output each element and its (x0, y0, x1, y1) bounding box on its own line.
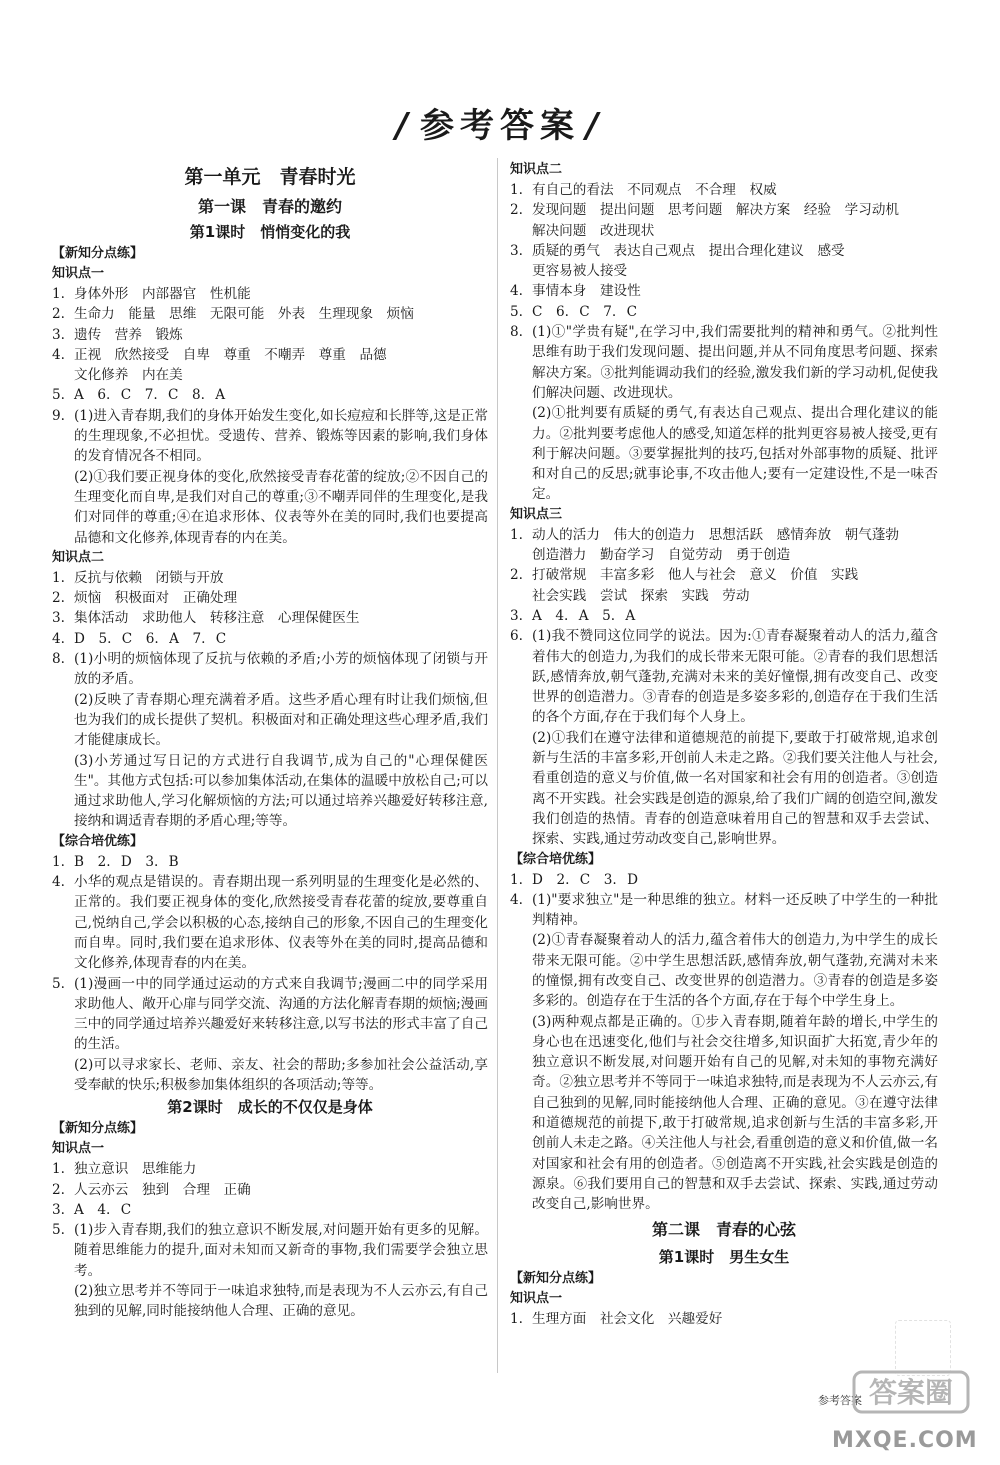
answer-item: 3. A 4. A 5. A (510, 607, 636, 624)
watermark-logo-icon (852, 1368, 970, 1416)
period-title: 第1课时 男生女生 (658, 1247, 790, 1266)
answer-item-continued: 更容易被人接受 (532, 263, 628, 280)
answer-item: 4. 事情本身 建设性 (510, 283, 641, 300)
section-heading: 【新知分点练】 (52, 246, 144, 261)
answer-item-continued: 文化修养 内在美 (74, 367, 183, 384)
knowledge-point-heading: 知识点二 (52, 549, 105, 565)
answer-item: 1. D 2. C 3. D (510, 871, 638, 888)
answer-item: 1. 身体外形 内部器官 性机能 (52, 286, 251, 302)
answer-subparagraph: (2)独立思考并不等同于一味追求独特,而是表现为不人云亦云,有自己独到的见解,同时能接纳他人合理、正确的意见。 (74, 1283, 488, 1320)
section-heading: 【综合培优练】 (52, 833, 144, 849)
answer-item: 4. 正视 欣然接受 自卑 尊重 不嘲弄 尊重 品德 (52, 346, 387, 363)
watermark-url: MXQE.COM (832, 1428, 978, 1453)
answer-item: 2. 人云亦云 独到 合理 正确 (52, 1181, 251, 1198)
answer-item: 8. (1)①"学贵有疑",在学习中,我们需要批判的精神和勇气。②批判性思维有助于我们发现问题、提出问题,并从不同角度思考问题、探索解决方案。③批判能调动我们的经验,激发我们新的学习动机,促使我们解决问题、改进现状。 (510, 324, 938, 401)
answer-item-continued: 社会实践 尝试 探索 实践 劳动 (532, 587, 750, 604)
answer-item: 4. D 5. C 6. A 7. C (52, 630, 227, 647)
section-heading: 【新知分点练】 (510, 1270, 602, 1286)
knowledge-point-heading: 知识点三 (510, 506, 563, 522)
answer-subparagraph: (2)①批判要有质疑的勇气,有表达自己观点、提出合理化建议的能力。②批判要考虑他人的感受,知道怎样的批判更容易被人接受,更有利于解决问题。③要掌握批判的技巧,包括对外部事物的质疑、批评和对自己的反思;就事论事,不攻击他人;要有一定建设性,不是一味否定。 (532, 405, 938, 503)
answer-subparagraph: (3)两种观点都是正确的。①步入青春期,随着年龄的增长,中学生的身心也在迅速变化,他们与社会交往增多,知识面扩大拓宽,青少年的独立意识不断发展,对问题开始有自己的见解,对未知的事物充满好奇。②独立思考并不等同于一味追求独特,而是表现为不人云亦云,有自己独到的见解,同时能接纳他人合理、正确的意见。③在遵守法律和道德规范的前提下,敢于打破常规,追求创新与生活的丰富多彩,开创前人未走之路。④关注他人与社会,看重创造的意义和价值,做一名对国家和社会有用的创造者。⑤创造离不开实践,社会实践是创造的源泉。⑥我们要用自己的智慧和双手去尝试、探索、实践,通过劳动改变自己,影响世界。 (532, 1013, 938, 1213)
answer-subparagraph: (3)小芳通过写日记的方式进行自我调节,成为自己的"心理保健医生"。其他方式包括:可以参加集体活动,在集体的温暖中放松自己;可以通过求助他人,学习化解烦恼的方法;可以通过培养兴趣爱好转移注意,接纳和调适青春期的矛盾心理;等等。 (74, 752, 488, 830)
answer-subparagraph: (2)①青春凝聚着动人的活力,蕴含着伟大的创造力,为中学生的成长带来无限可能。②中学生思想活跃,感情奔放,朝气蓬勃,充满对未来的憧憬,拥有改变自己、改变世界的创造潜力。③青春的创造是多姿多彩的。创造存在于生活的各个方面,存在于每个中学生身上。 (532, 932, 938, 1010)
section-heading: 【新知分点练】 (52, 1121, 144, 1137)
answer-item: 3. 集体活动 求助他人 转移注意 心理保健医生 (52, 610, 360, 627)
answer-item: 3. 遗传 营养 锻炼 (52, 326, 183, 343)
answer-item: 4. (1)"要求独立"是一种思维的独立。材料一还反映了中学生的一种批判精神。 (510, 891, 938, 929)
answer-item: 1. 反抗与依赖 闭锁与开放 (52, 569, 224, 586)
lesson-title: 第一课 青春的邀约 (197, 197, 342, 216)
answer-item: 1. 动人的活力 伟大的创造力 思想活跃 感情奔放 朝气蓬勃 (510, 526, 900, 543)
lesson-title: 第二课 青春的心弦 (651, 1219, 796, 1239)
answer-item: 4. 小华的观点是错误的。青春期出现一系列明显的生理变化是必然的、正常的。我们要正视身体的变化,欣然接受青春花蕾的绽放,要尊重自己,悦纳自己,学会以积极的心态,接纳自己的形象,不因自己的生理变化而自卑。同时,我们要在追求形体、仪表等外在美的同时,提高品德和文化修养,体现青春的内在美。 (52, 874, 488, 972)
answer-item: 1. 独立意识 思维能力 (52, 1161, 197, 1178)
answer-item: 1. B 2. D 3. B (52, 853, 179, 870)
column-divider (497, 158, 498, 1373)
answer-subparagraph: (2)①我们在遵守法律和道德规范的前提下,要敢于打破常规,追求创新与生活的丰富多彩,开创前人未走之路。②我们要关注他人与社会,看重创造的意义与价值,做一名对国家和社会有用的创造者。③创造离不开实践。社会实践是创造的源泉,给了我们广阔的创造空间,激发我们创造的热情。青春的创造意味着用自己的智慧和双手去尝试、探索、实践,通过劳动改变自己,影响世界。 (532, 729, 938, 848)
answer-item: 1. 有自己的看法 不同观点 不合理 权威 (510, 182, 777, 198)
footer-label: 参考答案 (818, 1394, 862, 1407)
answer-item: 5. C 6. C 7. C (510, 303, 637, 320)
period-title: 第1课时 悄悄变化的我 (189, 223, 351, 241)
answer-item: 2. 烦恼 积极面对 正确处理 (52, 590, 238, 607)
answer-item: 6. (1)我不赞同这位同学的说法。因为:①青春凝聚着动人的活力,蕴含着伟大的创造力,为我们的成长带来无限可能。②青春的我们思想活跃,感情奔放,朝气蓬勃,充满对未来的美好憧憬,拥有改变自己、改变世界的创造潜力。③青春的创造是多姿多彩的,创造存在于我们生活的各个方面,存在于我们每个人身上。 (510, 628, 938, 726)
answer-item: 8. (1)小明的烦恼体现了反抗与依赖的矛盾;小芳的烦恼体现了闭锁与开放的矛盾。 (52, 651, 488, 688)
knowledge-point-heading: 知识点二 (510, 162, 563, 177)
section-heading: 【综合培优练】 (510, 851, 602, 867)
answer-item: 5. (1)漫画一中的同学通过运动的方式来自我调节;漫画二中的同学采用求助他人、敞开心扉与同学交流、沟通的方法化解青春期的烦恼;漫画三中的同学通过培养兴趣爱好来转移注意,以写书法的形式丰富了自己的生活。 (52, 975, 488, 1053)
answer-subparagraph: (2)①我们要正视身体的变化,欣然接受青春花蕾的绽放;②不因自己的生理变化而自卑,是我们对自己的尊重;③不嘲弄同伴的生理变化,是我们对同伴的尊重;④在追求形体、仪表等外在美的同时,我们也要提高品德和文化修养,体现青春的内在美。 (74, 468, 488, 546)
answer-item-continued: 解决问题 改进现状 (532, 222, 655, 239)
period-title: 第2课时 成长的不仅仅是身体 (167, 1098, 373, 1117)
knowledge-point-heading: 知识点一 (52, 266, 105, 281)
page-header (0, 96, 1000, 149)
left-column (52, 160, 488, 1322)
answer-item: 3. 质疑的勇气 表达自己观点 提出合理化建议 感受 (510, 242, 845, 259)
answer-item: 3. A 4. C (52, 1201, 132, 1218)
answer-item: 1. 生理方面 社会文化 兴趣爱好 (510, 1310, 723, 1327)
answer-item: 2. 发现问题 提出问题 思考问题 解决方案 经验 学习动机 (510, 202, 900, 219)
knowledge-point-heading: 知识点一 (52, 1141, 105, 1157)
answer-item-continued: 创造潜力 勤奋学习 自觉劳动 勇于创造 (532, 547, 791, 564)
answer-subparagraph: (2)反映了青春期心理充满着矛盾。这些矛盾心理有时让我们烦恼,但也为我们的成长提供了契机。积极面对和正确处理这些心理矛盾,我们才能健康成长。 (74, 691, 488, 749)
answer-item: 2. 打破常规 丰富多彩 他人与社会 意义 价值 实践 (510, 567, 859, 584)
answer-item: 5. A 6. C 7. C 8. A (52, 387, 226, 404)
svg-text:答案圈: 答案圈 (868, 1376, 954, 1409)
answer-item: 2. 生命力 能量 思维 无限可能 外表 生理现象 烦恼 (52, 306, 414, 323)
answer-title: / 参考答案 / (395, 106, 605, 146)
knowledge-point-heading: 知识点一 (510, 1290, 563, 1306)
right-column (510, 160, 938, 1329)
unit-title: 第一单元 青春时光 (184, 166, 356, 188)
answer-item: 5. (1)步入青春期,我们的独立意识不断发展,对问题开始有更多的见解。随着思维能力的提升,面对未知而又新奇的事物,我们需要学会独立思考。 (52, 1222, 488, 1279)
answer-subparagraph: (2)可以寻求家长、老师、亲友、社会的帮助;多参加社会公益活动,享受奉献的快乐;积极参加集体组织的各项活动;等等。 (74, 1056, 488, 1093)
answer-item: 9. (1)进入青春期,我们的身体开始发生变化,如长痘痘和长胖等,这是正常的生理现象,不必担忧。受遗传、营养、锻炼等因素的影响,我们身体的发育情况各不相同。 (52, 407, 488, 465)
